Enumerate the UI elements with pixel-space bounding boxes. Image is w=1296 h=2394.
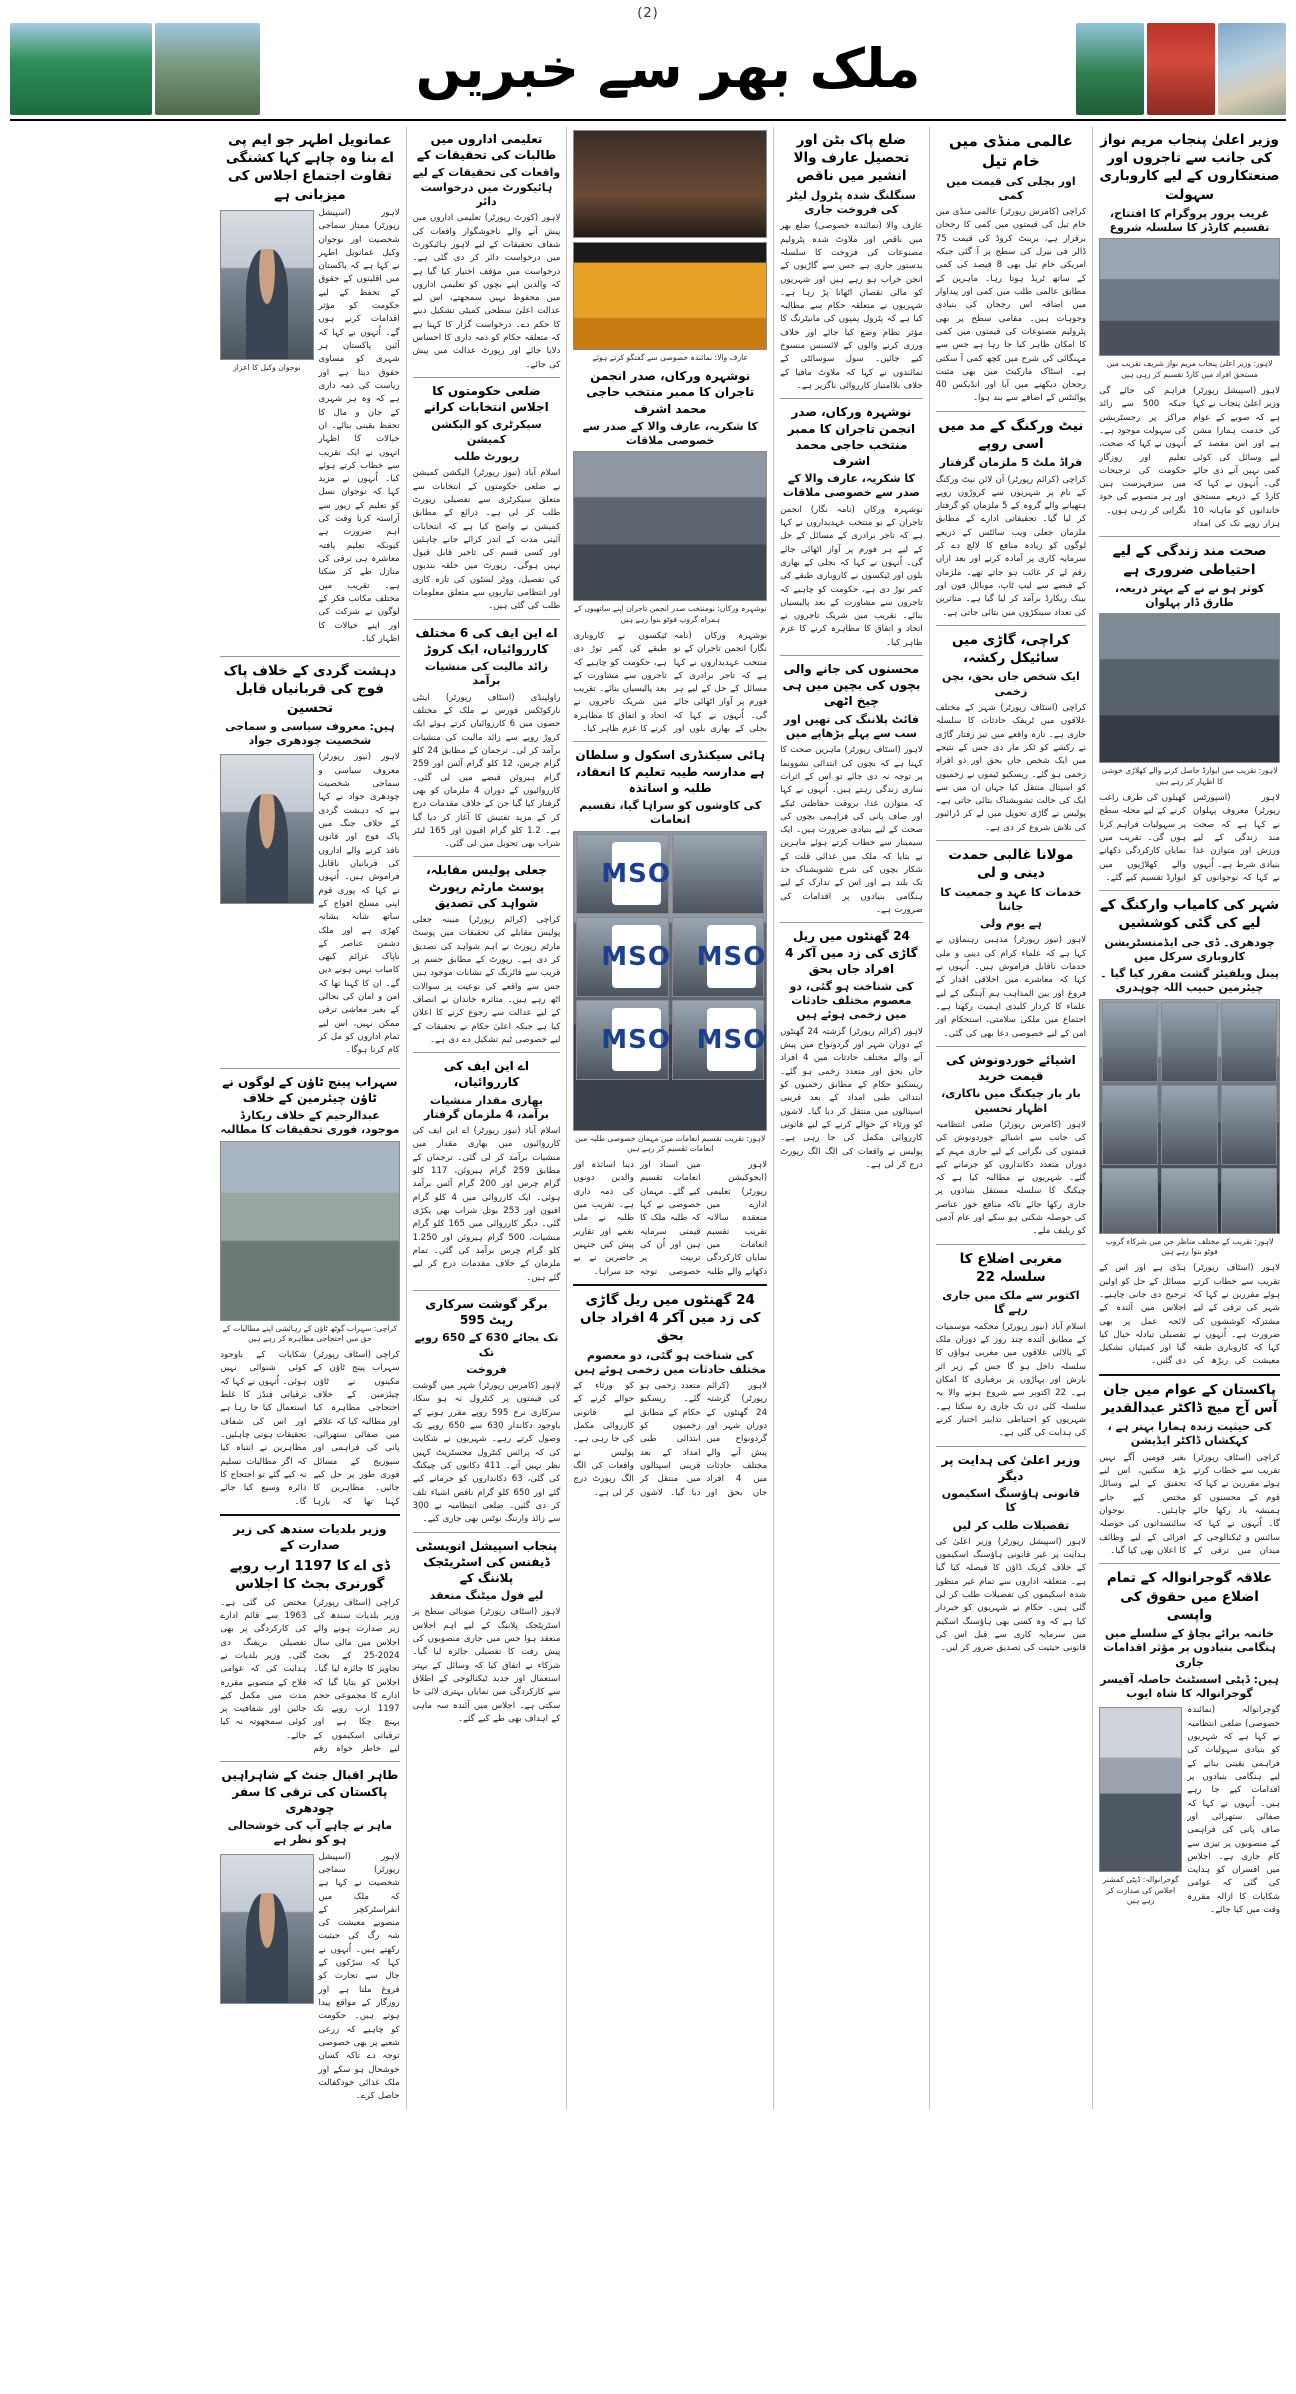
column-3 — [773, 127, 929, 2109]
mso-logo-icon: MSO — [612, 1008, 661, 1070]
divider — [1099, 536, 1280, 537]
article-body: نوشہرہ ورکاں (نامہ نگار) انجمن تاجران کے نو منتخب عہدیداروں نے کہا ہے کہ تاجر برادری کے مسائل کے حل کے لیے ہر فورم پر آواز اٹھائی جائے گی۔ اُنہوں نے کہا کہ بجلی کے بھاری بلوں اور ٹیکسوں نے کاروباری طبقے کی کمر توڑ دی ہے، حکومت کو چاہیے کہ تاجروں سے مشاورت کے بعد پالیسیاں بنائے۔ تقریب میں شریک تاجروں نے اتحاد و اتفاق کا مظاہرہ کرنے کا عزم ظاہر کیا۔ — [780, 504, 923, 648]
article-body: لاہور (نیوز رپورٹر) معروف سیاسی و سماجی شخصیت چودھری جواد نے کہا ہے کہ دہشت گردی کے خلاف جنگ میں پاک فوج اور قانون نافذ کرنے والے اداروں کی قربانیاں ناقابل فراموش ہیں۔ اُنہوں نے کہا کہ پوری قوم اپنی مسلح افواج کے ساتھ شانہ بشانہ کھڑی ہے اور ملک دشمن عناصر کے ناپاک عزائم کبھی کامیاب نہیں ہونے دیں گے۔ ان کا کہنا تھا کہ امن و امان کی بحالی کے بغیر معاشی ترقی ممکن نہیں، اس لیے تمام اداروں کو مل کر کام کرنا ہوگا۔ — [318, 752, 400, 1056]
minar-photo-icon — [1147, 23, 1215, 115]
subheadline: تک بجائے 630 کے 650 روپے تک — [414, 1331, 559, 1359]
article-photo — [573, 130, 767, 238]
article-body: لاہور (اسٹاف رپورٹر) ماہرین صحت کا کہنا ہے کہ بچوں کی ابتدائی نشوونما پر توجہ نہ دی جائے تو اس کے اثرات ساری زندگی رہتے ہیں۔ اُنہوں نے کہا کہ متوازن غذا، بروقت حفاظتی ٹیکے اور صاف پانی کی فراہمی بچوں کی صحت کے لیے بنیادی ضرورت ہیں۔ ایک سیمینار سے خطاب کرتے ہوئے ماہرین نے بتایا کہ ملک میں غذائی قلت کے شکار بچوں کی شرح تشویشناک حد تک بلند ہے اور اس کے تدارک کے لیے ہنگامی بنیادوں پر اقدامات کی ضرورت ہے۔ — [780, 745, 923, 915]
headline: نوشہرہ ورکاں، صدر انجمن تاجران کا ممبر منتخب حاجی محمد اشرف — [787, 405, 916, 468]
headline: 24 گھنٹوں میں ریل گاڑی کی زد میں آکر 4 افراد جاں بحق — [579, 1291, 761, 1345]
subheadline: سنگلنگ شدہ پٹرول لیٹر کی فروخت جاری — [786, 188, 916, 216]
subheadline: کی شناخت ہو گئی، دو معصوم مختلف حادثات میں زخمی ہوئے ہیں — [789, 979, 914, 1022]
headline: وزیر اعلیٰ کی ہدایت پر دیگر — [941, 1452, 1081, 1483]
masthead-right-photos — [10, 23, 260, 115]
column-5 — [1092, 127, 1286, 2109]
divider — [413, 1052, 561, 1053]
subheadline: قانونی ہاؤسنگ اسکیموں کا — [941, 1486, 1081, 1515]
photo-caption: لاہور: تقریب کے مختلف مناظر جن میں شرکاء گروپ فوٹو بنوا رہے ہیں — [1105, 1236, 1274, 1256]
headline: اے این ایف کی کارروائیاں، — [443, 1059, 530, 1090]
headline: نیٹ ورکنگ کے مد میں اسی روپے — [938, 417, 1084, 452]
photo-caption: لاہور: وزیر اعلیٰ پنجاب مریم نواز شریف تقریب میں مستحق افراد میں کارڈ تقسیم کر رہی ہیں — [1106, 359, 1273, 379]
headline: محسنوں کی جانے والی بچوں کی بچپن میں ہی چیخ اٹھی — [782, 662, 921, 709]
article-body: لاہور (اسپیشل رپورٹر) وزیر اعلیٰ کی ہدایت پر غیر قانونی ہاؤسنگ اسکیموں کے خلاف کریک ڈاؤن کا فیصلہ کیا گیا ہے۔ متعلقہ اداروں سے تمام غیر منظور شدہ اسکیموں کی تفصیلات طلب کر لی گئی ہیں۔ حکام نے شہریوں کو خبردار کیا ہے کہ وہ کسی بھی ہاؤسنگ اسکیم میں سرمایہ کاری سے قبل اس کی قانونی حیثیت کی تصدیق ضرور کر لیں۔ — [935, 1536, 1087, 1654]
divider — [936, 1046, 1086, 1047]
article-body: کراچی (اسٹاف رپورٹر) سہراب پینج ٹاؤن کے مکینوں نے ٹاؤن چیئرمین کے خلاف احتجاجی مظاہرہ کیا اور مطالبہ کیا کہ علاقے میں صفائی ستھرائی، پانی کی فراہمی اور سیوریج کے مسائل فوری طور پر حل کیے جائیں۔ مظاہرین کا کہنا تھا کہ بارہا شکایات کے باوجود کوئی شنوائی نہیں ہوئی۔ اُنہوں نے کہا کہ ترقیاتی فنڈز کا غلط استعمال کیا جا رہا ہے اور اس کی شفاف تحقیقات ہونی چاہئیں۔ مظاہرین نے انتباہ کیا کہ اگر مطالبات تسلیم نہ کیے گئے تو احتجاج کا دائرہ وسیع کیا جائے گا۔ — [220, 1350, 400, 1507]
photo-cell — [576, 917, 671, 997]
divider — [220, 1514, 399, 1516]
headline: برگر گوشت سرکاری ریٹ 595 — [425, 1296, 548, 1328]
article-body: راولپنڈی (اسٹاف رپورٹر) اینٹی نارکوٹکس فورس نے ملک کے مختلف حصوں میں 6 کارروائیاں کرتے ہوئے ایک کروڑ روپے سے زائد مالیت کی منشیات برآمد کر لی۔ ترجمان کے مطابق 24 کلو گرام چرس، 12 کلو گرام آئس اور 259 گرام ہیروئن قبضے میں لی گئی۔ کارروائیوں کے دوران 4 ملزمان کو بھی گرفتار کیا گیا جن کے خلاف مقدمات درج کر کے مزید تفتیش کا آغاز کر دیا گیا ہے۔ 1.2 کلو گرام افیون اور 165 لیٹر شراب بھی تحویل میں لی گئی۔ — [412, 692, 561, 850]
page-title: ملک بھر سے خبریں — [415, 37, 921, 100]
photo-cell — [1221, 1168, 1277, 1234]
mso-logo-icon: MSO — [612, 925, 661, 987]
page-number: (2) — [637, 6, 659, 21]
divider — [413, 856, 561, 857]
article-photo — [573, 451, 767, 601]
article-body: لاہور (کرائم رپورٹر) گزشتہ 24 گھنٹوں کے دوران شہر اور گردونواح میں پیش آنے والے مختلف حادثات میں 4 افراد جاں بحق اور متعدد زخمی ہو گئے۔ ریسکیو حکام کے مطابق زخمیوں کو ابتدائی طبی امداد کے بعد قریبی اسپتالوں میں منتقل کر دیا گیا۔ لاشوں کو ورثاء کے حوالے کرنے کے لیے قانونی کارروائی مکمل کی جا رہی ہے۔ پولیس نے واقعات کی الگ الگ رپورٹ درج کر لی ہے۔ — [780, 1026, 923, 1170]
headline: عالمی منڈی میں خام تیل — [948, 132, 1073, 171]
photo-cell — [672, 834, 764, 914]
photo-caption: نوشہرہ ورکاں: نومنتخب صدر انجمن تاجران اپنے ساتھیوں کے ہمراہ گروپ فوٹو بنوا رہے ہیں — [573, 604, 767, 624]
divider — [1099, 890, 1280, 891]
subheadline-2: رپورٹ طلب — [453, 449, 520, 463]
photo-caption: گوجرانوالہ: ڈپٹی کمشنر اجلاس کی صدارت کر رہے ہیں — [1102, 1875, 1179, 1905]
article-body: کراچی (کرائم رپورٹر) آن لائن نیٹ ورکنگ کے نام پر شہریوں سے کروڑوں روپے ہتھیانے والے گروہ کے 5 ملزمان کو گرفتار کر لیا گیا۔ تحقیقاتی ادارے کے مطابق ملزمان جعلی ویب سائٹس کے ذریعے لوگوں کو زیادہ منافع کا لالچ دے کر سرمایہ کاری پر آمادہ کرتے اور بعد ازاں رقم لے کر غائب ہو جاتے تھے۔ ملزمان کے قبضے سے لیپ ٹاپ، موبائل فون اور بینک ریکارڈ برآمد کر لیا گیا ہے۔ متاثرین کی تعداد سینکڑوں میں بتائی جاتی ہے۔ — [935, 474, 1087, 618]
divider — [573, 1284, 767, 1286]
garden-photo-icon — [1076, 23, 1144, 115]
divider — [780, 922, 923, 923]
headline: ضلع پاک بٹن اور تحصیل عارف والا انشیر میں ناقص — [793, 132, 910, 185]
headline: عمانویل اطہر جو ایم پی اے بنا وہ چاہے کہا کشنگی تقاوت اجتماع اجلاس کی میزبانی ہے — [225, 132, 394, 203]
article-photo-grid — [1099, 999, 1280, 1234]
article-body: لاہور (کورٹ رپورٹر) تعلیمی اداروں میں پیش آنے والے ناخوشگوار واقعات کی شفاف تحقیقات کے لیے لاہور ہائیکورٹ میں درخواست دائر کر دی گئی ہے۔ درخواست میں مؤقف اختیار کیا گیا ہے کہ والدین اپنے بچوں کو تعلیمی اداروں میں محفوظ نہیں سمجھتے، اس لیے عدالت اعلیٰ سطحی کمیٹی تشکیل دینے کا حکم دے۔ درخواست گزار کا کہنا ہے کہ متعلقہ حکام کو ذمہ داری کا احساس دلایا جائے اور رپورٹ عدالت میں پیش کی جائے۔ — [412, 213, 561, 370]
headline: مغربی اضلاع کا سلسلہ 22 — [959, 1250, 1063, 1285]
divider — [413, 1532, 561, 1533]
divider — [220, 1068, 399, 1069]
headline: نوشہرہ ورکاں، صدر انجمن تاجران کا ممبر منتخب حاجی محمد اشرف — [586, 369, 755, 416]
photo-cell — [576, 834, 671, 914]
divider — [936, 1244, 1086, 1245]
subheadline: لیے فول میٹنگ منعقد — [429, 1589, 544, 1603]
mso-logo-icon: MSO — [612, 842, 661, 904]
article-photo — [220, 1141, 399, 1321]
article-body: لاہور (اسپیشل رپورٹر) سماجی شخصیت نے کہا ہے کہ ملک میں انفراسٹرکچر کے منصوبے معیشت کی شہ رگ کی حیثیت رکھتے ہیں۔ اُنہوں نے کہا کہ سڑکوں کے جال سے تجارت کو فروغ ملتا ہے اور روزگار کے مواقع پیدا ہوتے ہیں۔ حکومت کو چاہیے کہ زرعی شعبے پر بھی خصوصی توجہ دے تاکہ کسان خوشحال ہو سکے اور ملک غذائی خودکفالت حاصل کرے۔ — [318, 1851, 400, 2102]
mso-logo-icon: MSO — [707, 1008, 756, 1070]
column-4 — [929, 127, 1092, 2109]
headline: اشیائے خوردونوش کی قیمت خرید — [946, 1052, 1076, 1084]
headline: مولانا غالبی حمدت دینی و لی — [948, 847, 1074, 882]
headline: صحت مند زندگی کے لیے احتیاطی ضروری ہے — [1112, 543, 1267, 578]
divider — [413, 619, 561, 620]
article-body: لاہور (کرائم رپورٹر) گزشتہ 24 گھنٹوں کے دوران شہر اور گردونواح میں پیش آنے والے مختلف حادثات میں 4 افراد جاں بحق اور متعدد زخمی ہو گئے۔ ریسکیو حکام کے مطابق زخمیوں کو ابتدائی طبی امداد کے بعد قریبی اسپتالوں میں منتقل کر دیا گیا۔ لاشوں کو ورثاء کے حوالے کرنے کے لیے قانونی کارروائی مکمل کی جا رہی ہے۔ پولیس نے واقعات کی الگ الگ رپورٹ درج کر لی ہے۔ — [573, 1381, 768, 1498]
subheadline: خاتمہ برائے بچاؤ کے سلسلے میں ہنگامی بنیادوں پر مؤثر اقدامات جاری — [1103, 1626, 1276, 1669]
article-body: لاہور (اسپیشل رپورٹر) ممتاز سماجی شخصیت اور نوجوان وکیل عمانویل اطہر نے کہا ہے کہ پاکستان میں اقلیتوں کے حقوق کے تحفظ کے لیے حکومت کو مؤثر اقدامات کرنے ہوں گے۔ اُنہوں نے کہا کہ آئین پاکستان ہر شہری کو مساوی حقوق دیتا ہے اور ریاست کی ذمہ داری ہے کہ وہ ہر شہری کے جان و مال کا تحفظ یقینی بنائے۔ ان خیالات کا اظہار انہوں نے ایک تقریب سے خطاب کرتے ہوئے کیا۔ اُنہوں نے مزید کہا کہ نوجوان نسل کو تعلیم کے زیور سے آراستہ کرنا وقت کی اہم ضرورت ہے کیونکہ تعلیم یافتہ معاشرہ ہی ترقی کی منازل طے کر سکتا ہے۔ تقریب میں مختلف مکاتب فکر کے لوگوں نے شرکت کی اور اپنے خیالات کا اظہار کیا۔ — [318, 207, 400, 644]
article-body: لاہور (ایجوکیشن رپورٹر) تعلیمی ادارے میں منعقدہ سالانہ تقریب تقسیم انعامات میں نمایاں کارکردگی دکھانے والے طلبہ میں اسناد اور انعامات تقسیم کیے گئے۔ مہمان خصوصی نے کہا کہ طلبہ ملک کا قیمتی سرمایہ ہیں اور اُن کی تربیت پر خصوصی توجہ دینا اساتذہ اور والدین دونوں کی ذمہ داری ہے۔ تقریب میں طلبہ نے ملی نغمے اور تقاریر پیش کیں جنہیں حاضرین نے بے حد سراہا۔ — [573, 1160, 768, 1277]
mosque-photo-icon — [10, 23, 152, 115]
headline: سہراب پینج ٹاؤن کے لوگوں نے ٹاؤن چیئرمین کے خلاف — [222, 1074, 398, 1105]
subheadline: ہیں: معروف سیاسی و سماجی شخصیت چودھری جواد — [225, 719, 395, 748]
column-1b — [406, 127, 567, 2109]
subheadline-2: پینل ویلفیئر گشت مقرر کیا گیا ۔ چیئرمین حبیب اللہ چوہدری — [1100, 967, 1279, 995]
article-body: لاہور (اسپورٹس رپورٹر) معروف پہلوان نے کہا ہے کہ صحت مند زندگی کے لیے ورزش اور متوازن غذا بنیادی شرط ہے۔ اُنہوں نے کہا کہ نوجوانوں کو کھیلوں کی طرف راغب کرنے کے لیے محلہ سطح پر سہولیات فراہم کرنا ہوں گی۔ تقریب میں نمایاں کارکردگی دکھانے والے کھلاڑیوں میں ایوارڈ تقسیم کیے گئے۔ — [1099, 792, 1280, 883]
article-body: اسلام آباد (نیوز رپورٹر) اے این ایف کی کارروائیوں میں بھاری مقدار میں منشیات برآمد کر لی گئی۔ ترجمان کے مطابق 259 گرام ہیروئن، 117 کلو گرام چرس اور 200 گرام آئس برآمد ہوئی۔ ایک کارروائی میں 4 کلو گرام افیون اور 253 بوتل شراب بھی پکڑی گئی۔ دیگر کارروائی میں 165 کلو گرام منشیات، 500 گرام ہیروئن اور 1.250 کلو گرام چرس برآمد کی گئی۔ تمام ملزمان کے خلاف مقدمات درج کر لیے گئے ہیں۔ — [412, 1126, 561, 1283]
divider — [413, 377, 561, 378]
article-body: کراچی (اسٹاف رپورٹر) تقریب سے خطاب کرتے ہوئے مقررین نے کہا کہ قوم کے محسنوں کو ہمیشہ یاد رکھا جائے گا۔ اُنہوں نے کہا کہ سائنس و ٹیکنالوجی کے میدان میں ترقی کے بغیر قومیں آگے نہیں بڑھ سکتیں، اس لیے تحقیق کے لیے وسائل مختص کیے جانے چاہئیں۔ نوجوان سائنسدانوں کی حوصلہ افزائی کے لیے وظائف کا اعلان بھی کیا گیا۔ — [1099, 1452, 1280, 1556]
subheadline: کی حیثیت زندہ ہمارا بہتر ہے ، کہکشاں ڈاکٹر ایڈیشن — [1107, 1420, 1272, 1448]
photo-caption: نوجوان وکیل کا اعزاز — [233, 362, 301, 372]
subheadline: غریب پرور پروگرام کا افتتاح، تقسیم کارڈز کا سلسلہ شروع — [1109, 206, 1270, 235]
article-photo — [1099, 613, 1280, 763]
subheadline: کی کاوشوں کو سراہا گیا، تقسیم انعامات — [579, 798, 762, 827]
article-body: نوشہرہ ورکاں (نامہ نگار) انجمن تاجران کے نو منتخب عہدیداروں نے کہا ہے کہ تاجر برادری کے مسائل کے حل کے لیے ہر فورم پر آواز اٹھائی جائے گی۔ اُنہوں نے کہا کہ بجلی کے بھاری بلوں اور ٹیکسوں نے کاروباری طبقے کی کمر توڑ دی ہے، حکومت کو چاہیے کہ تاجروں سے مشاورت کے بعد پالیسیاں بنائے۔ تقریب میں شریک تاجروں نے اتحاد و اتفاق کا مظاہرہ کرنے کا عزم ظاہر کیا۔ — [573, 630, 768, 735]
photo-caption: لاہور: تقریب میں ایوارڈ حاصل کرنے والے کھلاڑی خوشی کا اظہار کر رہے ہیں — [1101, 766, 1278, 786]
subheadline: کا شکریہ، عارف والا کے صدر سے خصوصی ملاقات — [782, 472, 920, 500]
headline: ضلعی حکومتوں کا اجلاس انتخابات کرانے — [424, 384, 549, 415]
headline: شہر کی کامیاب وارکنگ کے لیے کی گئی کوششیں — [1100, 897, 1280, 932]
subheadline-2: فروخت — [466, 1362, 507, 1376]
subheadline: واقعات کی تحقیقات کے لیے ہائیکورٹ میں درخواست دائر — [412, 166, 561, 208]
headline: طاہر اقبال جنٹ کے شاہراہیں پاکستان کی ترقی کا سفر چودھری — [221, 1768, 399, 1815]
subheadline: فراڈ ملٹ 5 ملزمان گرفتار — [939, 456, 1083, 470]
headline: علاقہ گوجرانوالہ کے تمام اضلاع میں حقوق کی واپسی — [1106, 1570, 1273, 1623]
columns-container — [10, 127, 1286, 2109]
headline: وزیر اعلیٰ پنجاب مریم نواز کی جانب سے تاجروں اور صنعتکاروں کے لیے کاروباری سہولت — [1099, 132, 1280, 203]
monument-photo-icon — [1218, 23, 1286, 115]
article-body: گوجرانوالہ (نمائندہ خصوصی) ضلعی انتظامیہ نے کہا ہے کہ شہریوں کو بنیادی سہولیات کی فراہمی یقینی بنانے کے لیے ہنگامی بنیادوں پر اقدامات کیے جا رہے ہیں۔ اُنہوں نے کہا کہ صفائی ستھرائی اور صاف پانی کی فراہمی کے منصوبوں پر تیزی سے کام جاری ہے۔ اجلاس میں افسران کو ہدایت کی گئی کہ عوامی شکایات کا ازالہ مقررہ وقت میں کیا جائے۔ — [1187, 1705, 1280, 1916]
masthead — [10, 23, 1286, 115]
headline: جعلی پولیس مقابلہ، پوسٹ مارٹم رپورٹ شواہد کی تصدیق — [426, 863, 547, 910]
article-body: کراچی (کامرس رپورٹر) عالمی منڈی میں خام تیل کی قیمتوں میں کمی کا رجحان برقرار ہے، برینٹ کروڈ کی قیمت 75 ڈالر فی بیرل کی سطح پر آ گئی جبکہ امریکی خام تیل بھی 8 فیصد کی کمی کے ساتھ ٹریڈ ہوتا رہا۔ ماہرین کے مطابق عالمی طلب میں کمی اور پیداوار میں اضافہ اس رجحان کی بنیادی وجوہات ہیں۔ مقامی سطح پر بھی پٹرولیم مصنوعات کی قیمتوں میں کمی کا امکان ظاہر کیا جا رہا ہے جس سے مہنگائی کی شرح میں کچھ کمی آ سکتی ہے۔ اسٹاک مارکیٹ میں بھی مثبت رجحان دیکھنے میں آیا اور انڈیکس 40 پوائنٹس کے اضافے سے بند ہوا۔ — [935, 207, 1087, 404]
photo-cell — [672, 917, 767, 997]
gate-photo-icon — [155, 23, 260, 115]
headline: ہائی سیکنڈری اسکول و سلطان ہے مدارسہ طیبہ تعلیم کا انعقاد، طلبہ و اساتذہ — [575, 748, 766, 795]
divider — [780, 655, 923, 656]
photo-cell — [1102, 1168, 1158, 1234]
subheadline: ایک شخص جاں بحق، بچن زخمی — [942, 670, 1080, 698]
photo-cell — [1102, 1085, 1158, 1165]
article-body: کراچی (اسٹاف رپورٹر) وزیر بلدیات سندھ کی زیر صدارت ہونے والے اجلاس میں مالی سال 2024-25 کے بجٹ تجاویز کا جائزہ لیا گیا۔ اجلاس کو بتایا گیا کہ ادارے کا مجموعی حجم 1197 ارب روپے تک پہنچ چکا ہے اور ترقیاتی اسکیموں کے لیے خاطر خواہ رقم مختص کی گئی ہے۔ 1963 سے قائم ادارے کی کارکردگی پر بھی تفصیلی بریفنگ دی گئی۔ وزیر بلدیات نے ہدایت کی کہ عوامی فلاح کے منصوبے مقررہ مدت میں مکمل کیے جائیں اور شفافیت پر کوئی سمجھوتہ نہ کیا جائے۔ — [220, 1597, 400, 1755]
mso-logo-icon: MSO — [707, 925, 756, 987]
article-body: لاہور (اسپیشل رپورٹر) وزیر اعلیٰ پنجاب نے کہا ہے کہ صوبے کے عوام کی خدمت ہمارا مشن ہے اور اس مقصد کے لیے وسائل کی کوئی کمی نہیں آنے دی جائے گی۔ اُنہوں نے کہا کہ کارڈ کے ذریعے مستحق خاندانوں کو ماہانہ 10 ہزار روپے تک کی امداد فراہم کی جائے گی جبکہ 500 سے زائد مراکز پر رجسٹریشن کی سہولت موجود ہے۔ اُنہوں نے کہا کہ صحت، تعلیم اور روزگار حکومت کی ترجیحات میں سرفہرست ہیں اور ہر منصوبے کی خود نگرانی کر رہی ہوں۔ — [1099, 385, 1280, 530]
photo-cell — [1161, 1085, 1217, 1165]
article-body: لاہور (کامرس رپورٹر) شہر میں گوشت کی قیمتوں پر کنٹرول نہ ہو سکا، سرکاری نرخ 595 روپے مقرر ہونے کے باوجود دکاندار 630 سے 650 روپے تک وصول کرتے رہے۔ شہریوں نے شکایت کی کہ پرائس کنٹرول مجسٹریٹ کہیں نظر نہیں آتے۔ 411 دکانوں کی چیکنگ کی گئی، 63 دکانداروں کو جرمانے کیے گئے اور 650 کلو گرام ناقص اشیاء تلف کر دی گئیں۔ ضلعی انتظامیہ نے 300 سے زائد وارننگ نوٹس بھی جاری کیے۔ — [412, 1381, 561, 1525]
subheadline-2: ہے یوم ولی — [980, 917, 1042, 931]
divider — [780, 398, 923, 399]
person-portrait-photo — [220, 210, 313, 360]
divider — [936, 1446, 1086, 1447]
headline: تعلیمی اداروں میں طالبات کی تحقیقات کے — [416, 132, 557, 163]
article-body: لاہور (کامرس رپورٹر) ضلعی انتظامیہ کی جانب سے اشیائے خوردونوش کی قیمتوں کی نگرانی کے لیے جاری مہم کے دوران متعدد دکانداروں کو جرمانے کیے گئے۔ شہریوں نے مطالبہ کیا ہے کہ چیکنگ کا سلسلہ مستقل بنیادوں پر جاری رکھا جائے تاکہ منافع خور عناصر کی حوصلہ شکنی ہو سکے اور عام آدمی کو ریلیف ملے۔ — [935, 1119, 1087, 1237]
subheadline: بھاری مقدار منشیات برآمد، 4 ملزمان گرفتار — [423, 1093, 550, 1121]
article-body: لاہور (اسٹاف رپورٹر) تقریب سے خطاب کرتے ہوئے مقررین نے کہا کہ شہر کی ترقی کے لیے مشترکہ کوششوں کی ضرورت ہے۔ اُنہوں نے کہا کہ کاروباری طبقہ معیشت کی ریڑھ کی ہڈی ہے اور اس کے مسائل کے حل کو اولین ترجیح دی جانی چاہیے۔ اجلاس میں آئندہ کے لائحہ عمل پر بھی تفصیلی تبادلہ خیال کیا گیا اور کمیٹیاں تشکیل دی گئیں۔ — [1099, 1263, 1280, 1367]
article-photo — [1099, 238, 1280, 356]
photo-cell — [1221, 1085, 1277, 1165]
headline: پنجاب اسپیشل انویسٹی ڈیفنس کی اسٹریٹجک پلاننگ کے — [415, 1538, 558, 1585]
article-body: اسلام آباد (نیوز رپورٹر) الیکشن کمیشن نے ضلعی حکومتوں کے انتخابات سے متعلق سیکرٹری سے تفصیلی رپورٹ طلب کر لی ہے۔ ذرائع کے مطابق کمیشن نے واضح کیا ہے کہ انتخابات آئینی مدت کے اندر کرائے جانے چاہئیں اور کسی قسم کی تاخیر قابل قبول نہیں ہوگی۔ رپورٹ میں حلقہ بندیوں کی تفصیل، ووٹر لسٹوں کی تازہ کاری اور انتظامی تیاریوں سے متعلق معلومات طلب کی گئی ہیں۔ — [412, 468, 561, 612]
column-1 — [214, 127, 405, 2109]
subheadline-2: ہیں: ڈپٹی اسسٹنٹ حاصلہ آفیسر گوجرانوالہ کا شاہ ایوب — [1100, 1672, 1279, 1701]
subheadline: بار بار چیکنگ میں ناکاری، اظہار تحسین — [941, 1087, 1081, 1115]
divider — [1099, 1374, 1280, 1376]
masthead-left-photos — [1076, 23, 1286, 115]
photo-cell — [576, 1000, 671, 1080]
person-portrait-photo — [220, 754, 313, 904]
person-portrait-photo — [220, 1854, 313, 2004]
divider — [936, 625, 1086, 626]
divider — [936, 840, 1086, 841]
headline: پاکستان کے عوام میں جان آس آج میچ ڈاکٹر عبدالقدیر — [1101, 1381, 1278, 1416]
article-photo — [573, 242, 767, 350]
headline: کراچی، گاڑی میں سائیکل رکشہ، — [951, 631, 1070, 667]
subheadline: فائٹ پلاننگ کی تھیں اور سب سے پہلے بڑھاپے میں — [783, 712, 919, 740]
headline-2: ڈی اے کا 1197 ارب روپے گورنری بجٹ کا اجلاس — [229, 1558, 390, 1593]
headline: اے این ایف کی 6 مختلف کارروائیاں، ایک کروڑ — [415, 625, 558, 656]
divider — [413, 1290, 561, 1291]
divider — [220, 1761, 399, 1762]
subheadline: خدمات کا عہد و جمعیت کا جاننا — [940, 885, 1082, 913]
subheadline: کا شکریہ، عارف والا کے صدر سے خصوصی ملاقات — [582, 419, 758, 448]
subheadline: عبدالرحیم کے خلاف ریکارڈ موجود، فوری تحقیقات کا مطالبہ — [220, 1109, 400, 1137]
photo-cell — [1161, 1168, 1217, 1234]
photo-cell — [1161, 1002, 1217, 1082]
photo-caption: کراچی: سہراب گوٹھ ٹاؤن کے رہائشی اپنے مطالبات کے حق میں احتجاجی مظاہرہ کر رہے ہیں — [222, 1323, 398, 1343]
article-body: لاہور (اسٹاف رپورٹر) صوبائی سطح پر اسٹریٹجک پلاننگ کے لیے اہم اجلاس منعقد ہوا جس میں جاری منصوبوں کی پیش رفت کا تفصیلی جائزہ لیا گیا۔ شرکاء نے اتفاق کیا کہ وسائل کے بہتر استعمال اور جدید ٹیکنالوجی کے اطلاق سے کارکردگی میں نمایاں بہتری لائی جا سکتی ہے۔ اجلاس میں آئندہ سہ ماہی کے اہداف بھی طے کیے گئے۔ — [412, 1607, 561, 1724]
subheadline: کی شناخت ہو گئی، دو معصوم مختلف حادثات میں زخمی ہوئے ہیں — [574, 1348, 767, 1376]
headline: وزیر بلدیات سندھ کی زیر صدارت کے — [233, 1521, 387, 1553]
headline: دہشت گردی کے خلاف پاک فوج کی قربانیاں قابل تحسین — [223, 663, 397, 716]
subheadline-2: تفصیلات طلب کر لیں — [952, 1518, 1070, 1532]
subheadline: اور بجلی کی قیمت میں کمی — [946, 174, 1076, 202]
subheadline: کوثر ہو نے نے کے بہتر ذریعہ، طارق ڈار پہلوان — [1114, 581, 1265, 610]
divider — [936, 411, 1086, 412]
article-body: کراچی (اسٹاف رپورٹر) شہر کے مختلف علاقوں میں ٹریفک حادثات کا سلسلہ جاری ہے۔ تازہ واقعے میں تیز رفتار گاڑی نے رکشے کو ٹکر مار دی جس کے نتیجے میں ایک شخص جاں بحق اور دو افراد زخمی ہو گئے۔ ریسکیو ٹیموں نے زخمیوں کو اسپتال منتقل کیا جہاں ان میں سے ایک کی حالت تشویشناک بتائی جاتی ہے۔ پولیس نے گاڑی تحویل میں لے کر ڈرائیور کی تلاش شروع کر دی ہے۔ — [935, 702, 1087, 833]
article-body: کراچی (کرائم رپورٹر) مبینہ جعلی پولیس مقابلے کی تحقیقات میں پوسٹ مارٹم رپورٹ نے اہم شواہد کی تصدیق کر دی ہے۔ رپورٹ کے مطابق جسم پر قریب سے فائرنگ کے نشانات موجود ہیں جس سے واقعے کی نوعیت پر سوالات اٹھ رہے ہیں۔ متاثرہ خاندان نے انصاف کے لیے عدالت سے رجوع کرنے کا اعلان کیا ہے جبکہ اعلیٰ حکام نے تحقیقات کے لیے خصوصی ٹیم تشکیل دے دی ہے۔ — [412, 915, 561, 1045]
article-body: عارف والا (نمائندہ خصوصی) ضلع بھر میں ناقص اور ملاوٹ شدہ پٹرولیم مصنوعات کی فروخت کا سلسلہ بدستور جاری ہے جس سے گاڑیوں کے انجن خراب ہو رہے ہیں اور شہریوں کو مالی نقصان اٹھانا پڑ رہا ہے۔ شہریوں نے متعلقہ حکام سے مطالبہ کیا ہے کہ پٹرول پمپوں کی مانیٹرنگ کا مؤثر نظام وضع کیا جائے اور خلاف ورزی کرنے والوں کے لائسنس منسوخ کیے جائیں۔ سول سوسائٹی کے نمائندوں نے کہا کہ ملاوٹ مافیا کے خلاف بلاامتیاز کارروائی ناگزیر ہے۔ — [780, 221, 923, 391]
photo-cell — [672, 1000, 767, 1080]
divider — [573, 741, 767, 742]
subheadline: سیکرٹری کو الیکشن کمیشن — [431, 418, 542, 446]
article-body: اسلام آباد (نیوز رپورٹر) محکمہ موسمیات کے مطابق آئندہ چند روز کے دوران ملک کے بالائی علاقوں میں مغربی ہواؤں کا سلسلہ داخل ہو گا جس کے زیر اثر بارش اور پہاڑوں پر برفباری کا امکان ہے۔ 22 اکتوبر سے شروع ہونے والا یہ سلسلہ کئی دن تک جاری رہ سکتا ہے۔ شہریوں کو احتیاطی تدابیر اختیار کرنے کی ہدایت کی گئی ہے۔ — [935, 1321, 1087, 1439]
article-body: لاہور (نیوز رپورٹر) مذہبی رہنماؤں نے کہا ہے کہ علماء کرام کی دینی و ملی خدمات ناقابل فراموش ہیں۔ اُنہوں نے کہا کہ معاشرے میں اخلاقی اقدار کے فروغ اور بین المذاہب ہم آہنگی کے لیے علماء کا کردار کلیدی اہمیت رکھتا ہے۔ اجتماع میں ملکی سلامتی، استحکام اور امن کے لیے خصوصی دعا بھی کی گئی۔ — [935, 935, 1087, 1039]
subheadline: چودھری۔ ڈی جی ایڈمنسٹریشن کاروباری سرکل میں — [1104, 935, 1275, 963]
photo-caption: لاہور: تقریب تقسیم انعامات میں مہمان خصوصی طلبہ میں انعامات تقسیم کر رہے ہیں — [575, 1133, 766, 1153]
divider — [1099, 1563, 1280, 1564]
subheadline: ماہر نے چاہے آپ کی خوشحالی ہو کو نظر ہے — [227, 1818, 393, 1847]
subheadline: اکتوبر سے ملک میں جاری رہے گا — [942, 1289, 1080, 1317]
photo-caption: عارف والا: نمائندہ خصوصی سے گفتگو کرتے ہوئے — [592, 353, 749, 362]
subheadline: زائد مالیت کی منشیات برآمد — [425, 660, 548, 688]
article-photo — [1099, 1707, 1182, 1872]
photo-cell — [1221, 1002, 1277, 1082]
column-2 — [566, 127, 773, 2109]
masthead-divider — [10, 119, 1286, 121]
divider — [220, 656, 399, 657]
headline: 24 گھنٹوں میں ریل گاڑی کی زد میں آکر 4 افراد جاں بحق — [785, 929, 918, 976]
article-photo-grid — [573, 831, 767, 1131]
photo-cell — [1102, 1002, 1158, 1082]
